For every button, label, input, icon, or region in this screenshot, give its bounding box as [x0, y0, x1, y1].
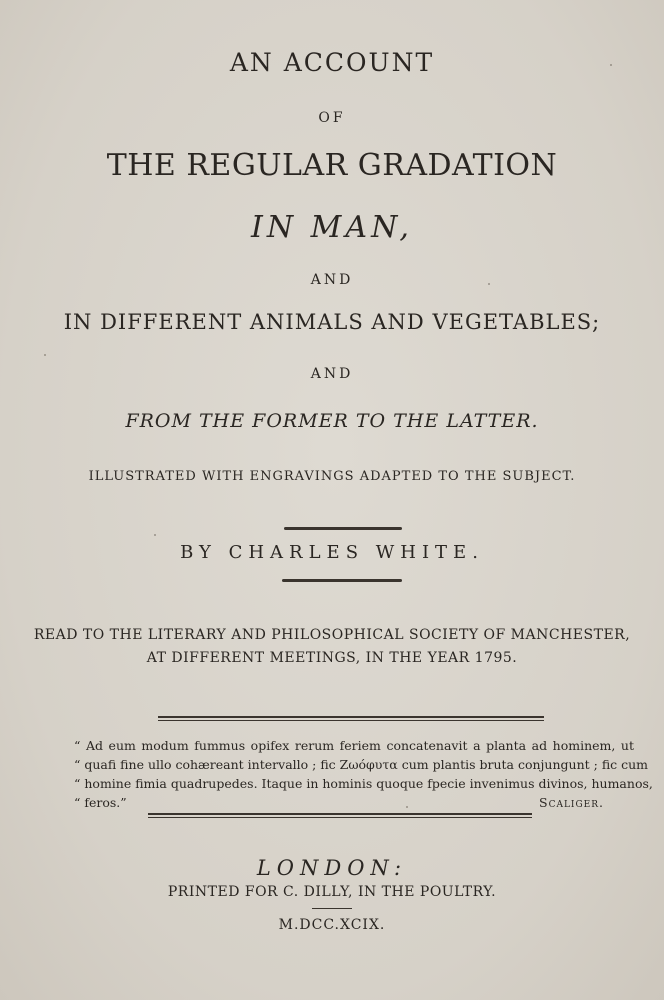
epigraph-line-2: “ quafi fine ullo cohæreant intervallo ; fic Ζωόφυτα cum plantis bruta conjungunt ; fic cum — [74, 757, 649, 772]
author-line: BY CHARLES WHITE. — [180, 542, 484, 563]
imprint-short-rule — [312, 908, 352, 909]
epigraph-line-4-text: “ feros.” — [74, 795, 127, 810]
read-line-2: AT DIFFERENT MEETINGS, IN THE YEAR 1795. — [146, 650, 518, 666]
rule-below-epigraph — [148, 813, 532, 818]
title-line-in-man: IN MAN, — [251, 210, 413, 245]
epigraph-line-3: “ homine fimia quadrupedes. Itaque in hominis quoque fpecie invenimus divinos, humanos, — [74, 776, 653, 791]
epigraph-line-4 — [74, 793, 634, 812]
paper-speck — [610, 64, 612, 66]
imprint-city: LONDON: — [256, 856, 408, 880]
title-line-and-2: AND — [310, 366, 354, 382]
rule-above-epigraph — [158, 716, 544, 721]
title-line-account: AN ACCOUNT — [229, 48, 435, 77]
imprint-printer: PRINTED FOR C. DILLY, IN THE POULTRY. — [167, 884, 497, 900]
paper-speck — [488, 283, 490, 285]
epigraph-line-1: “ Ad eum modum fummus opifex rerum feriem concatenavit a planta ad hominem, ut — [74, 738, 634, 753]
illustrated-line: ILLUSTRATED WITH ENGRAVINGS ADAPTED TO THE SUBJECT. — [88, 469, 576, 484]
title-line-gradation: THE REGULAR GRADATION — [106, 148, 558, 183]
rule-below-author — [282, 579, 402, 582]
epigraph — [74, 736, 653, 812]
paper-speck — [406, 806, 408, 808]
epigraph-attribution: Scaliger. — [539, 795, 604, 810]
rule-above-author — [284, 527, 402, 530]
read-line-1: READ TO THE LITERARY AND PHILOSOPHICAL SOCIETY OF MANCHESTER, — [33, 627, 631, 643]
title-line-animals: IN DIFFERENT ANIMALS AND VEGETABLES; — [63, 310, 601, 334]
paper-speck — [44, 354, 46, 356]
paper-speck — [154, 534, 156, 536]
imprint-date: M.DCC.XCIX. — [278, 917, 386, 933]
title-line-former: FROM THE FORMER TO THE LATTER. — [125, 410, 539, 432]
title-line-and-1: AND — [310, 272, 354, 288]
title-line-of: OF — [318, 110, 346, 126]
